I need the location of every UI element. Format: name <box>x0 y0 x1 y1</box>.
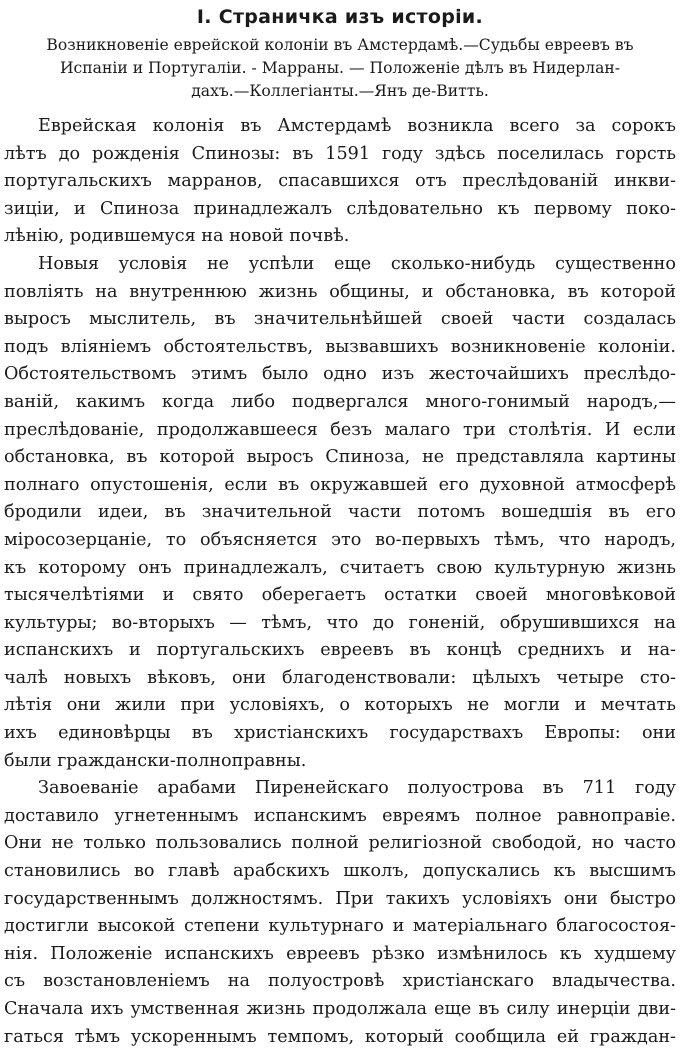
text-line: ихъ единовѣрцы въ христіанскихъ государствахъ Европы: они <box>4 723 676 744</box>
text-line: Сначала ихъ умственная жизнь продолжала еще въ силу инерціи дви- <box>4 999 676 1019</box>
text-line: достигли высокой степени культурнаго и матеріальнаго благосостоя- <box>4 916 676 937</box>
text-line: гаться тѣмъ ускореннымъ темпомъ, который сообщила ей граждан- <box>4 1026 676 1047</box>
text-line: испанскихъ и португальскихъ евреевъ въ концѣ среднихъ и на- <box>4 640 676 661</box>
text-line: полнаго опустошенія, если въ окружавшей его духовной атмосферѣ <box>4 474 676 495</box>
summary-line: Возникновеніе еврейской колоніи въ Амстердамѣ.—Судьбы евреевъ въ <box>46 36 634 54</box>
text-line: становились во главѣ арабскихъ школъ, допускались къ высшимъ <box>4 861 676 882</box>
text-line: португальскихъ марранов, спасавшихся отъ преслѣдованій инкви- <box>4 171 676 192</box>
summary-line: дахъ.—Коллегіанты.—Янъ де-Витть. <box>191 82 489 100</box>
text-line: обстановка, въ которой выросъ Спиноза, не представляла картины <box>4 447 676 468</box>
text-line: Еврейская колонія въ Амстердамѣ возникла всего за сорокъ <box>38 116 676 136</box>
text-line: тысячелѣтіями и свято оберегаетъ остатки своей многовѣковой <box>4 585 676 606</box>
text-line: нія. Положеніе испанскихъ евреевъ рѣзко измѣнилось къ худшему <box>4 943 676 964</box>
text-line: были граждански-полноправны. <box>4 750 307 771</box>
text-line: повліять на внутреннюю жизнь общины, и обстановка, въ которой <box>4 281 676 302</box>
body-text <box>4 113 676 1051</box>
text-line: лѣтъ до рожденія Спинозы: въ 1591 году здѣсь поселилась горсть <box>4 143 676 164</box>
paragraph <box>4 251 676 775</box>
text-line: Обстоятельствомъ этимъ было одно изъ жесточайшихъ преслѣдо- <box>4 364 676 385</box>
text-line: міросозерцаніе, то объясняется это во-первыхъ тѣмъ, что народъ, <box>4 529 676 550</box>
document-page <box>4 4 676 1047</box>
text-line: Завоеваніе арабами Пиренейскаго полуострова въ 711 году <box>38 778 676 799</box>
section-title: I. Страничка изъ исторіи. <box>196 6 484 28</box>
text-line: лѣтія они жили при условіяхъ, о которыхъ не могли и мечтать <box>4 695 676 716</box>
paragraph <box>4 775 676 1051</box>
text-line: Они не только пользовались полной религіозной свободой, но часто <box>4 833 676 854</box>
summary-line: Испаніи и Португаліи. - Марраны. — Положеніе дѣлъ въ Нидерлан- <box>59 59 621 77</box>
text-line: чалѣ новыхъ вѣковъ, они благоденствовали: цѣлыхъ четыре сто- <box>4 667 676 688</box>
text-line: подъ вліяніемъ обстоятельствъ, вызвавшихъ возникновеніе колоніи. <box>4 336 676 357</box>
text-line: выросъ мыслитель, въ значительнѣйшей своей части создалась <box>4 309 676 330</box>
text-line: съ возстановленіемъ на полуостровѣ христіанскаго владычества. <box>4 971 676 992</box>
text-line: доставило угнетеннымъ испанскимъ евреямъ полное равноправіе. <box>4 805 676 826</box>
chapter-summary <box>4 34 676 103</box>
text-line: къ которому онъ принадлежалъ, считаетъ свою культурную жизнь <box>4 557 676 578</box>
text-line: культуры; во-вторыхъ — тѣмъ, что до гоненій, обрушившихся на <box>4 612 676 633</box>
text-line: преслѣдованіе, продолжавшееся безъ малаго три столѣтія. И если <box>4 419 676 440</box>
text-line: зиціи, и Спиноза принадлежалъ слѣдовательно къ первому поко- <box>4 198 676 219</box>
paragraph <box>4 113 676 251</box>
text-line: государственнымъ должностямъ. При такихъ условіяхъ они быстро <box>4 888 676 909</box>
text-line: ваній, какимъ когда либо подвергался много-гонимый народъ,— <box>4 391 676 412</box>
text-line: бродили идеи, въ значительной части потомъ вошедшія въ его <box>4 502 676 523</box>
text-line: Новыя условія не успѣли еще сколько-нибудь существенно <box>38 253 676 274</box>
text-line: лѣнію, родившемуся на новой почвѣ. <box>4 226 350 247</box>
